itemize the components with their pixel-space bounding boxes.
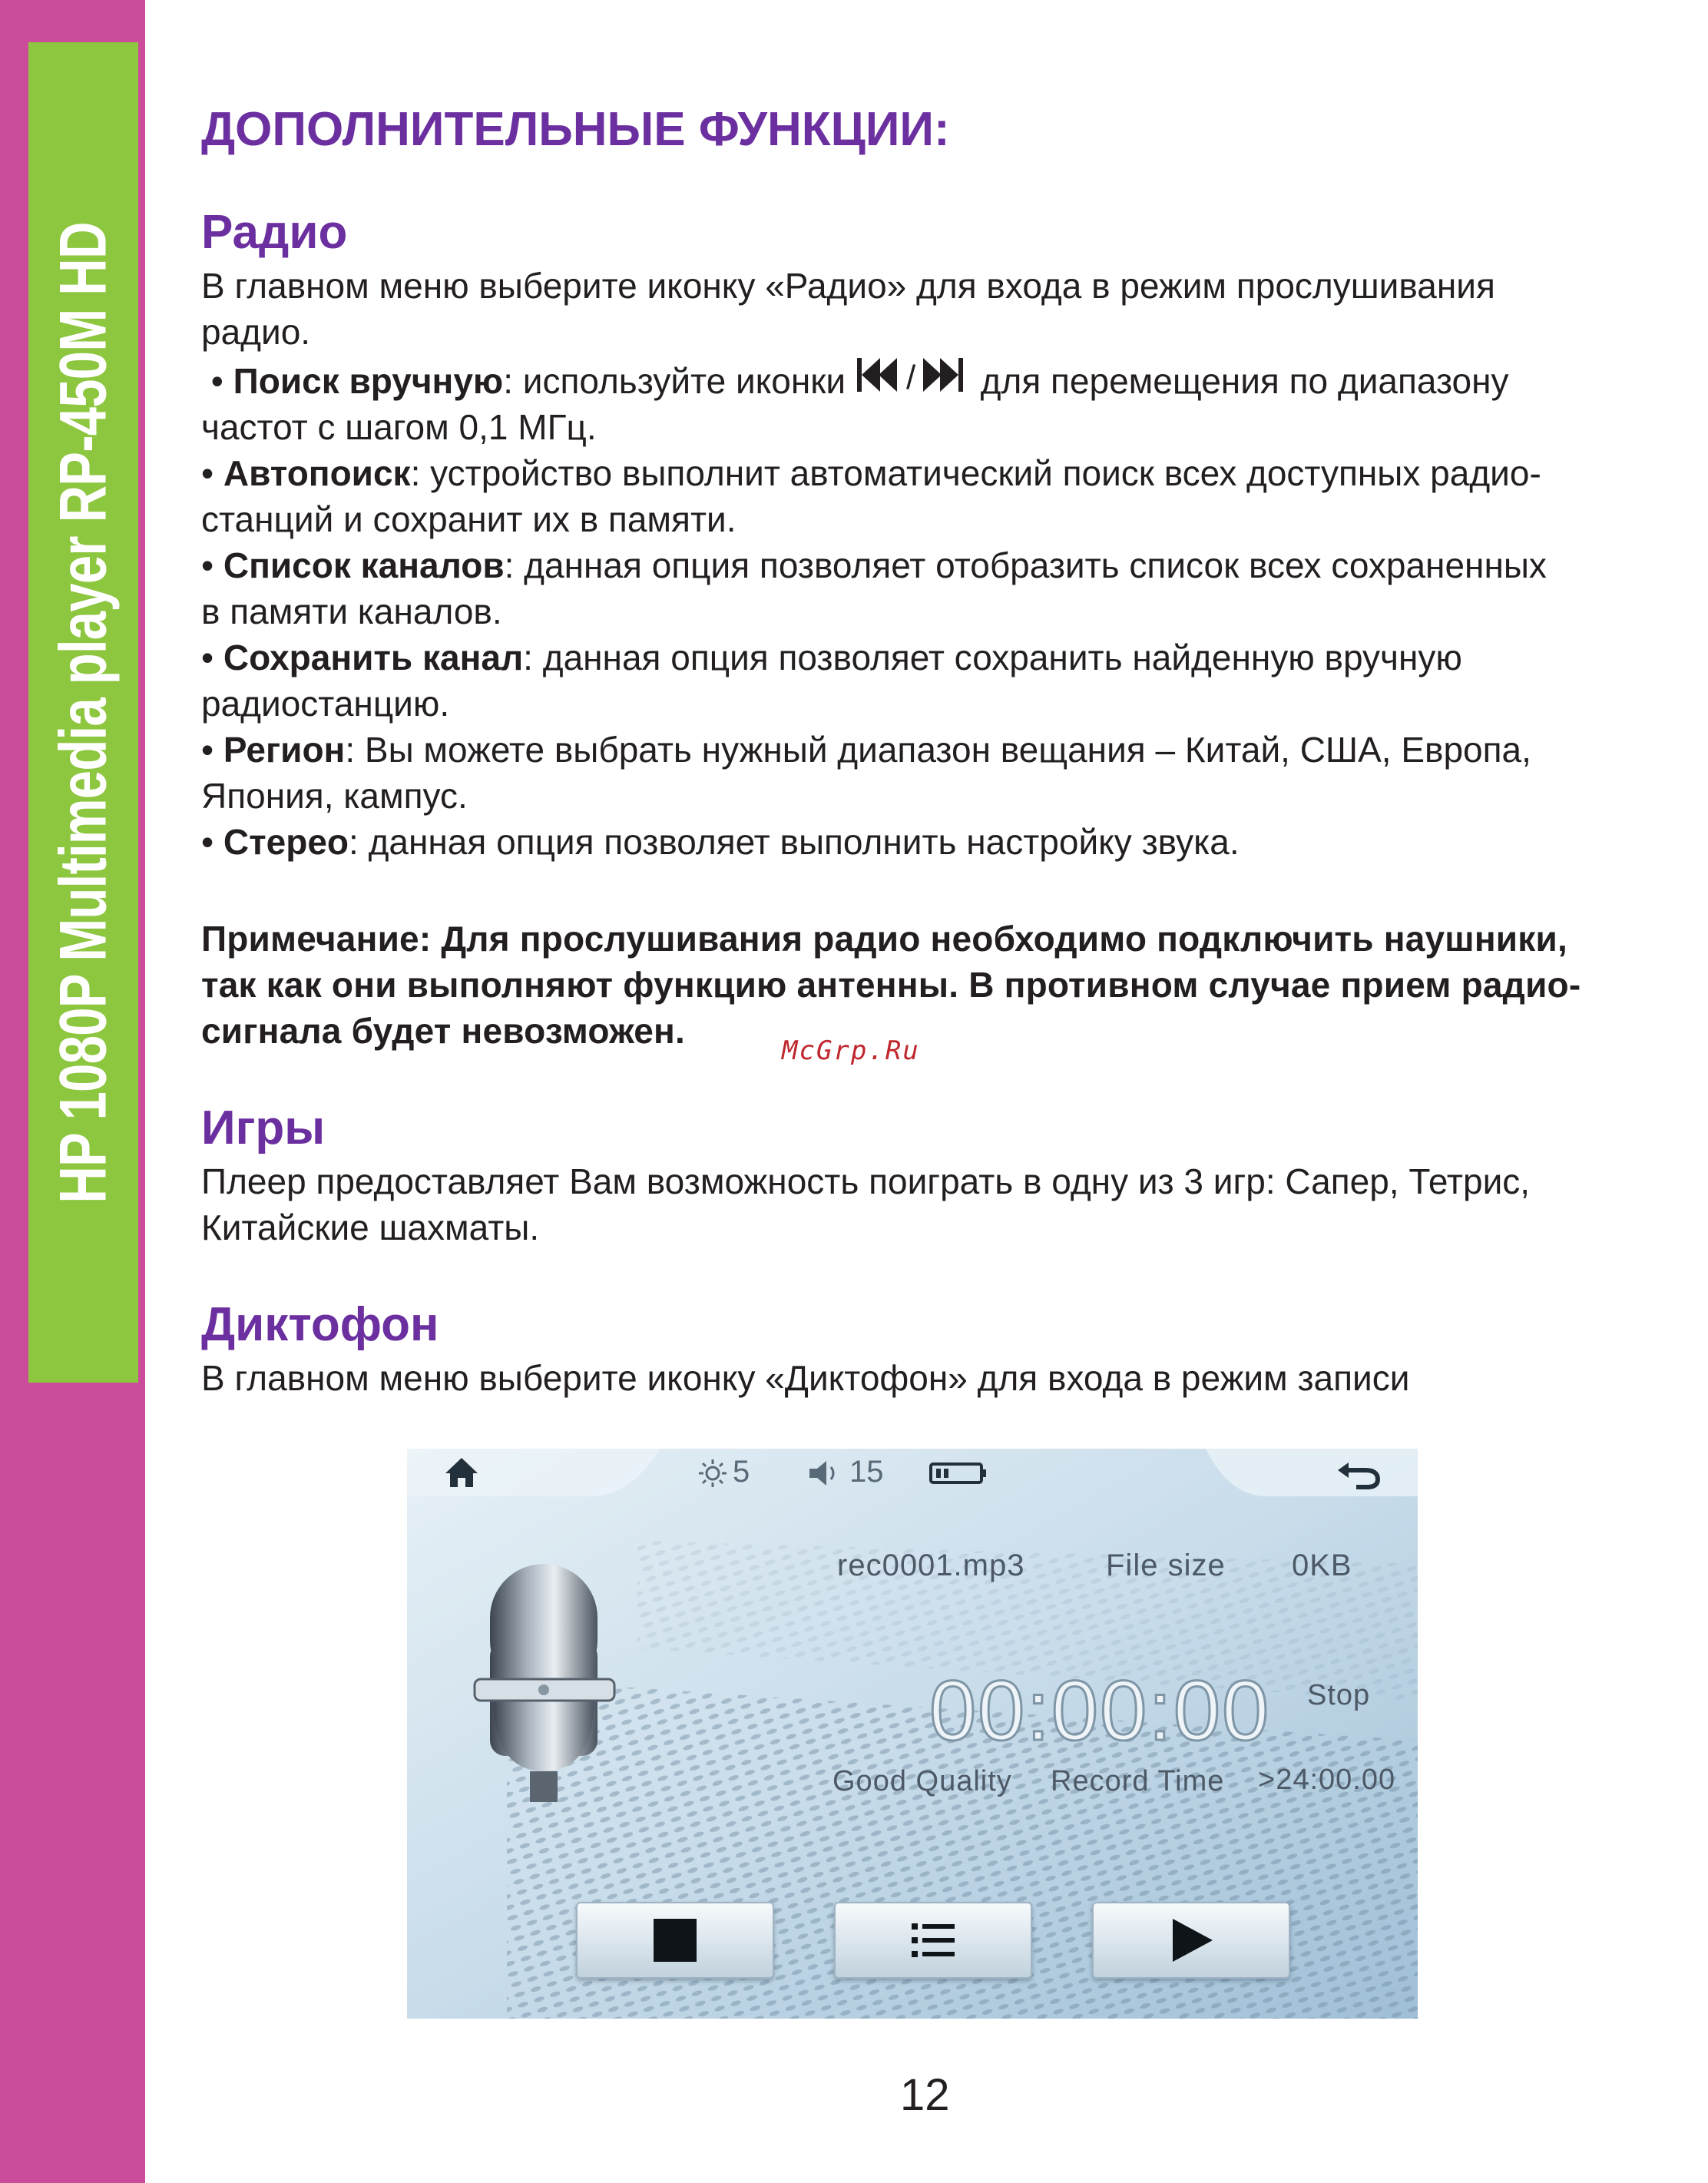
file-size-label: File size (1106, 1549, 1226, 1582)
games-text-line: Китайские шахматы. (201, 1207, 540, 1247)
stop-icon (650, 1916, 700, 1965)
record-time-label: Record Time (1051, 1765, 1225, 1797)
radio-intro (201, 263, 1699, 355)
games-text-line: Плеер предоставляет Вам возможность поиграть в одну из 3 игр: Сапер, Тетрис, (201, 1161, 1531, 1201)
file-size-value: 0KB (1292, 1549, 1352, 1582)
option-text: : данная опция позволяет выполнить настройку звука. (349, 822, 1240, 862)
list-icon (909, 1920, 958, 1960)
option-text-line: в памяти каналов. (201, 591, 502, 631)
recorder-screenshot (407, 1449, 1418, 2019)
record-status: Stop (1307, 1679, 1371, 1711)
recorder-text-line: В главном меню выберите иконку «Диктофон» для входа в режим записи (201, 1358, 1410, 1398)
side-tab (28, 42, 138, 1383)
option-manual-search (201, 355, 1699, 404)
record-timer: 00:00:00 (929, 1664, 1271, 1758)
play-button[interactable] (1092, 1902, 1290, 1979)
volume-value: 15 (849, 1455, 884, 1489)
status-bar (407, 1449, 1418, 1496)
bullet: • (201, 730, 223, 770)
option-text: : данная опция позволяет сохранить найденную вручную (523, 638, 1462, 677)
option-autosearch (201, 450, 1699, 496)
back-icon[interactable] (1335, 1458, 1382, 1490)
option-text-line: станций и сохранит их в памяти. (201, 499, 736, 539)
option-term: Сохранить канал (223, 638, 524, 677)
brightness-value: 5 (733, 1455, 750, 1489)
file-name: rec0001.mp3 (837, 1549, 1025, 1582)
home-icon[interactable] (444, 1456, 479, 1489)
radio-title: Радио (201, 206, 348, 259)
sidebar (0, 0, 145, 2183)
svg-text:/: / (905, 359, 916, 396)
prev-next-icon (856, 355, 971, 396)
games-text (201, 1158, 1699, 1251)
option-term: Стерео (223, 822, 349, 862)
option-text: : данная опция позволяет отобразить список всех сохраненных (504, 545, 1547, 585)
quality-label: Good Quality (832, 1765, 1012, 1797)
option-region (201, 727, 1699, 773)
option-term: Поиск вручную (233, 361, 504, 401)
option-text: : используйте иконки (503, 361, 856, 401)
option-text: : устройство выполнит автоматический поиск всех доступных радио- (410, 453, 1541, 493)
option-term: Регион (223, 730, 346, 770)
radio-note (201, 916, 1699, 1054)
volume-icon (806, 1458, 842, 1489)
radio-intro-line: В главном меню выберите иконку «Радио» для входа в режим прослушивания (201, 266, 1495, 306)
option-stereo (201, 819, 1699, 865)
radio-intro-line: радио. (201, 312, 311, 352)
option-save-channel (201, 634, 1699, 681)
bullet: • (201, 453, 223, 493)
note-line: сигнала будет невозможен. (201, 1011, 686, 1051)
note-line: Примечание: Для прослушивания радио необходимо подключить наушники, (201, 919, 1567, 959)
option-term: Список каналов (223, 545, 505, 585)
option-term: Автопоиск (223, 453, 411, 493)
option-text-line: частот с шагом 0,1 МГц. (201, 407, 597, 447)
games-title: Игры (201, 1101, 326, 1154)
page-number: 12 (900, 2070, 950, 2120)
option-channel-list (201, 542, 1699, 588)
bullet: • (201, 545, 223, 585)
page-heading: ДОПОЛНИТЕЛЬНЫЕ ФУНКЦИИ: (201, 103, 950, 156)
record-time-value: >24:00.00 (1258, 1764, 1396, 1796)
option-text-line: радиостанцию. (201, 684, 450, 724)
stop-button[interactable] (576, 1902, 774, 1979)
option-text: для перемещения по диапазону (970, 361, 1509, 401)
battery-icon (929, 1461, 988, 1486)
play-icon (1167, 1916, 1216, 1965)
brightness-icon (697, 1458, 728, 1489)
bullet: • (201, 361, 233, 401)
recorder-text (201, 1355, 1699, 1401)
note-line: так как они выполняют функцию антенны. В противном случае прием радио- (201, 965, 1581, 1005)
option-text-line: Япония, кампус. (201, 776, 468, 816)
watermark: McGrp.Ru (782, 1035, 920, 1066)
option-text: : Вы можете выбрать нужный диапазон вещания – Китай, США, Европа, (345, 730, 1531, 770)
bullet: • (201, 822, 223, 862)
product-title: HP 1080P Multimedia player RP-450M HD (46, 221, 121, 1204)
bullet: • (201, 638, 223, 677)
radio-options (201, 355, 1699, 865)
list-button[interactable] (834, 1902, 1032, 1979)
recorder-title: Диктофон (201, 1298, 439, 1351)
